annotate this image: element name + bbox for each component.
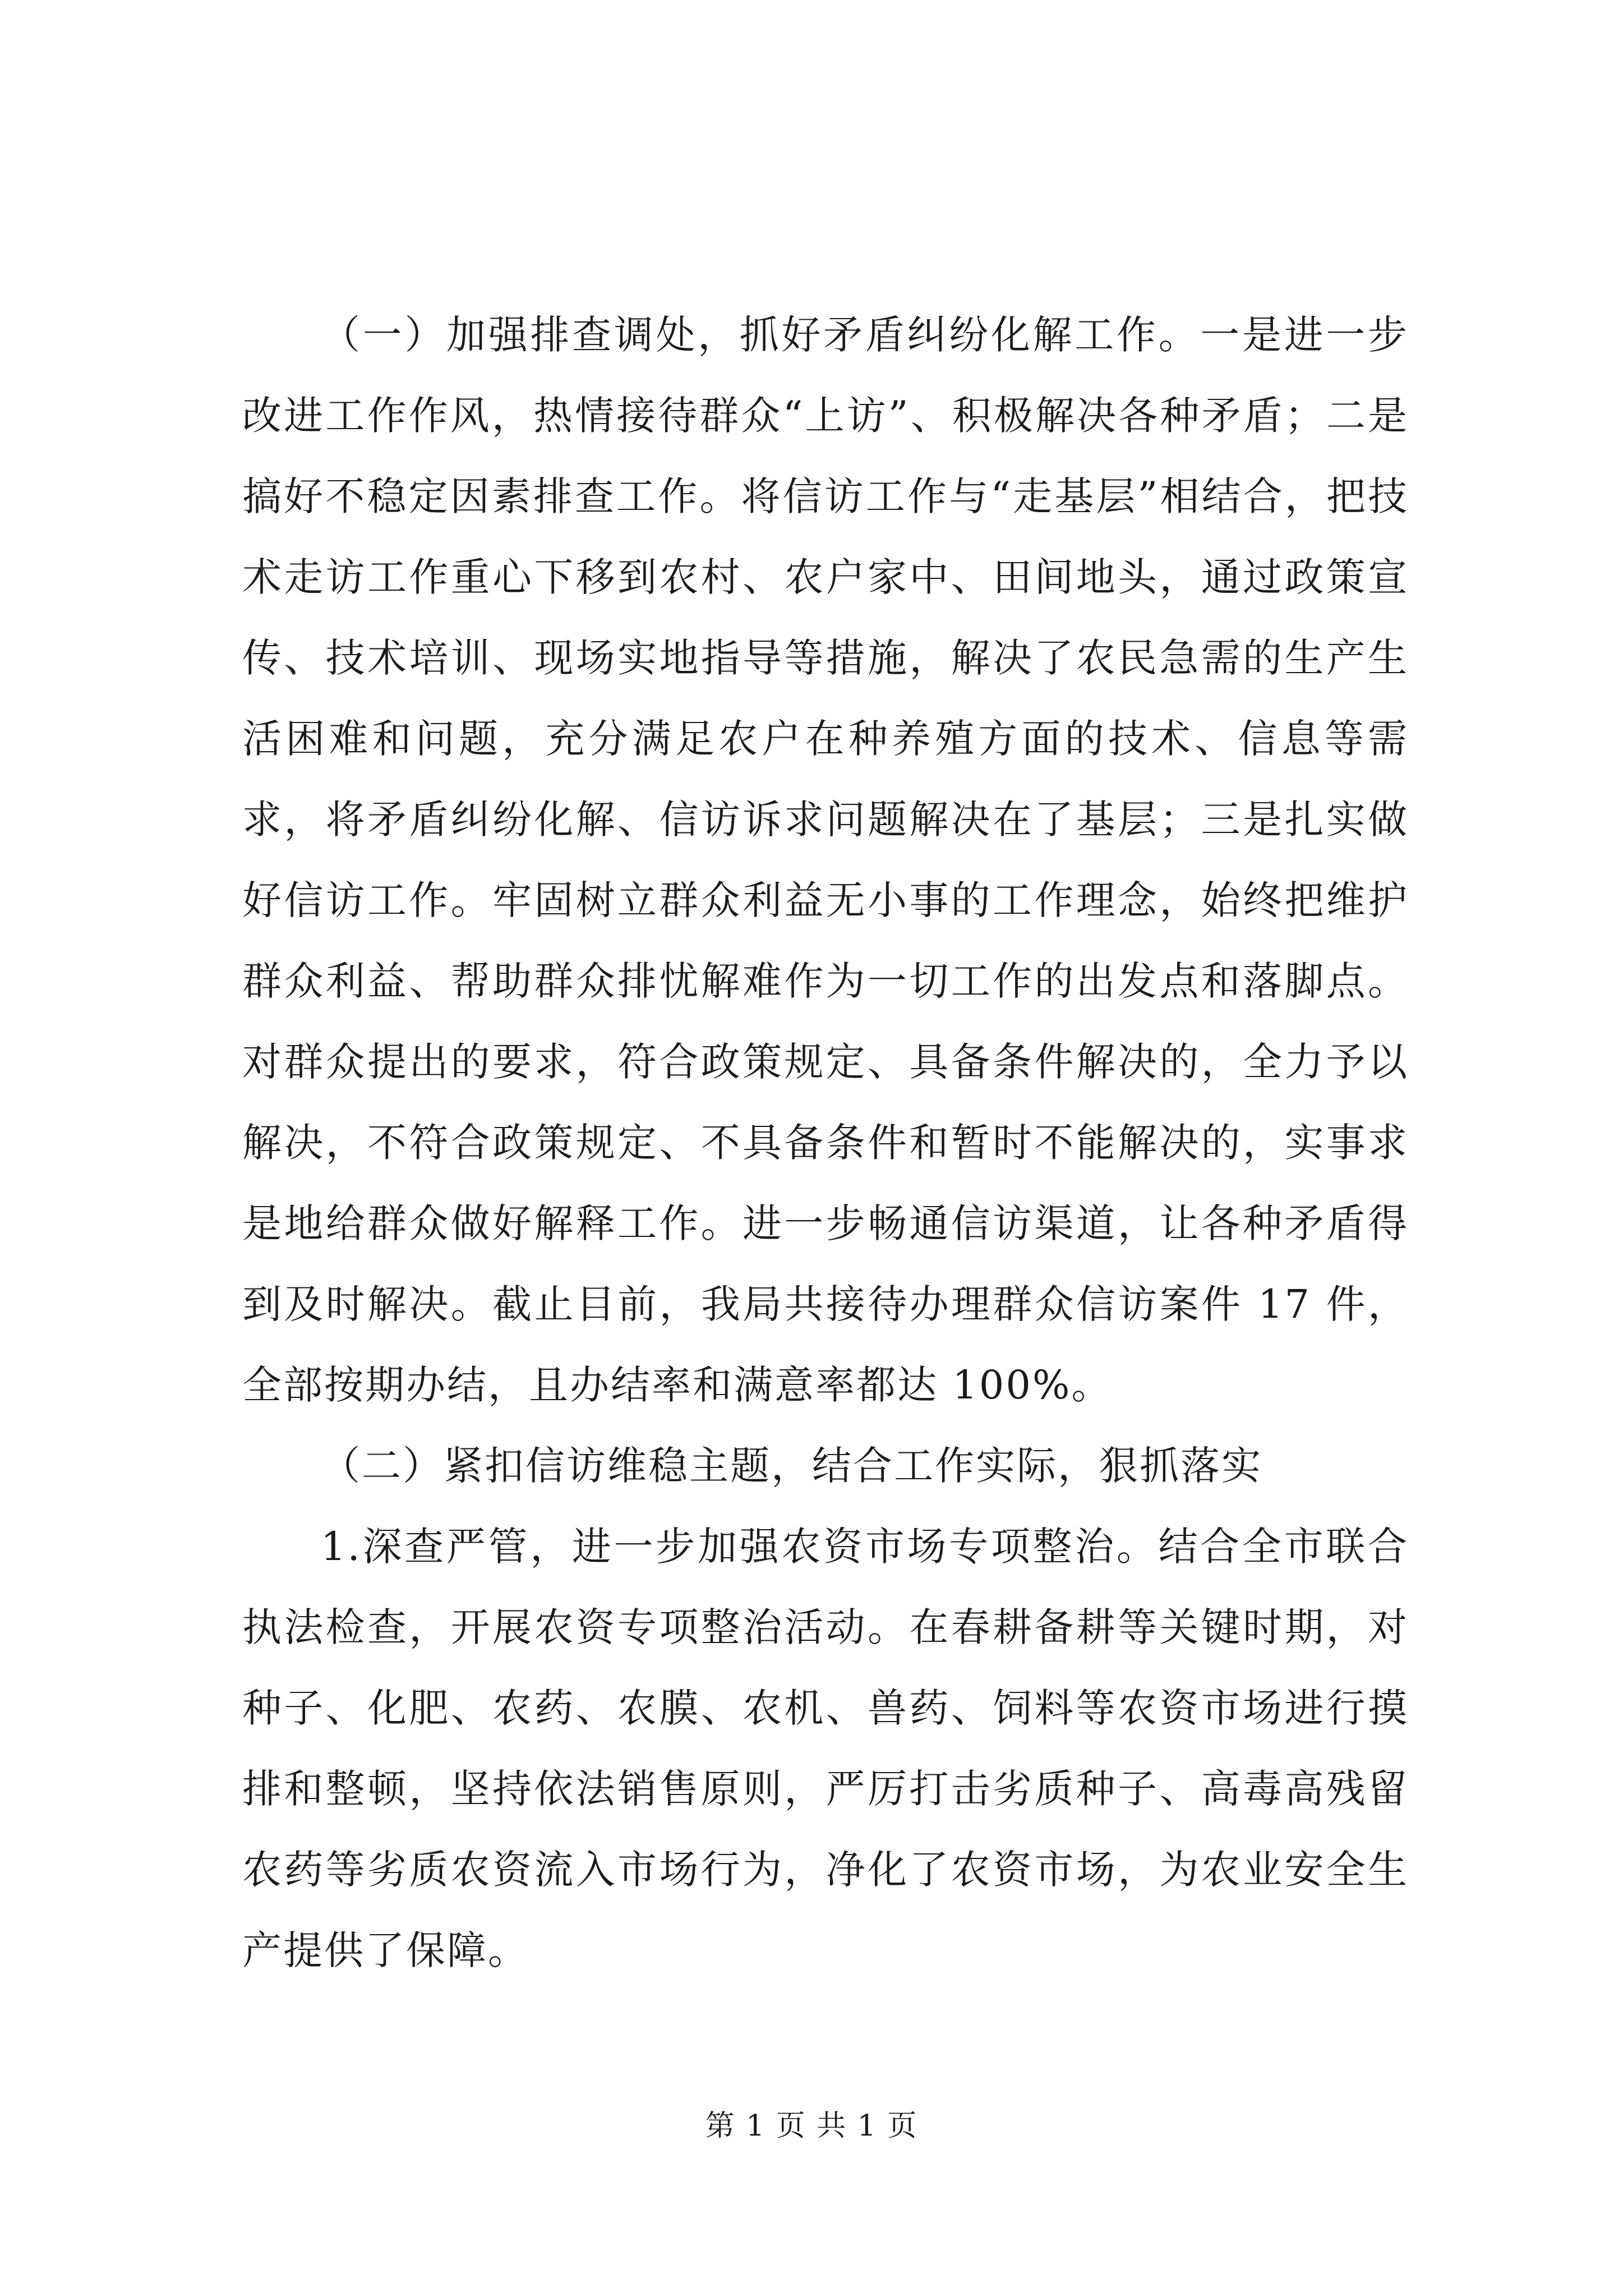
page-footer: 第 1 页 共 1 页 <box>705 2109 918 2143</box>
document-body <box>242 295 1409 1991</box>
paragraph-dispute-resolution: （一）加强排查调处，抓好矛盾纠纷化解工作。一是进一步改进工作作风，热情接待群众“上访”、积极解决各种矛盾；二是搞好不稳定因素排查工作。将信访工作与“走基层”相结合，把技术走访工作重心下移到农村、农户家中、田间地头，通过政策宣传、技术培训、现场实地指导等措施，解决了农民急需的生产生活困难和问题，充分满足农户在种养殖方面的技术、信息等需求，将矛盾纠纷化解、信访诉求问题解决在了基层；三是扎实做好信访工作。牢固树立群众利益无小事的工作理念，始终把维护群众利益、帮助群众排忧解难作为一切工作的出发点和落脚点。对群众提出的要求，符合政策规定、具备条件解决的，全力予以解决，不符合政策规定、不具备条件和暂时不能解决的，实事求是地给群众做好解释工作。进一步畅通信访渠道，让各种矛盾得到及时解决。截止目前，我局共接待办理群众信访案件 17 件，全部按期办结，且办结率和满意率都达 100%。 <box>242 312 1409 1408</box>
paragraph-section-heading: （二）紧扣信访维稳主题，结合工作实际，狠抓落实 <box>321 1443 1262 1489</box>
paragraph-market-rectification: 1.深查严管，进一步加强农资市场专项整治。结合全市联合执法检查，开展农资专项整治活动。在春耕备耕等关键时期，对种子、化肥、农药、农膜、农机、兽药、饲料等农资市场进行摸排和整顿，坚持依法销售原则，严厉打击劣质种子、高毒高残留农药等劣质农资流入市场行为，净化了农资市场，为农业安全生产提供了保障。 <box>242 1524 1409 1973</box>
